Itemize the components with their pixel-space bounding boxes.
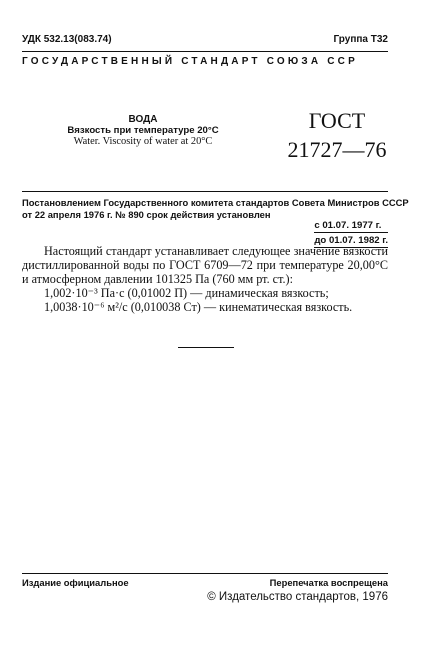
gost-designation bbox=[282, 108, 392, 164]
kinematic-viscosity: 1,0038·10⁻⁶ м²/с (0,010038 Ст) — кинематическая вязкость. bbox=[44, 300, 353, 314]
udk-code: УДК 532.13(083.74) bbox=[22, 34, 112, 45]
decree-line-2: от 22 апреля 1976 г. № 890 срок действия установлен bbox=[22, 209, 271, 220]
state-standard-banner: ГОСУДАРСТВЕННЫЙ СТАНДАРТ СОЮЗА ССР bbox=[22, 56, 358, 67]
standard-title-block bbox=[60, 114, 226, 147]
valid-until: до 01.07. 1982 г. bbox=[314, 235, 388, 246]
title-ru: ВОДА bbox=[128, 114, 158, 125]
official-edition-label: Издание официальное bbox=[22, 577, 129, 588]
bottom-divider bbox=[22, 573, 388, 574]
gost-number: 21727—76 bbox=[287, 137, 387, 162]
copyright-notice: © Издательство стандартов, 1976 bbox=[207, 591, 388, 603]
top-divider bbox=[22, 51, 388, 52]
decree-line-1: Постановлением Государственного комитета стандартов Совета Министров СССР bbox=[22, 197, 409, 208]
dynamic-viscosity: 1,002·10⁻³ Па·с (0,01002 П) — динамическая вязкость; bbox=[44, 286, 329, 300]
end-rule bbox=[178, 347, 234, 348]
body-intro: Настоящий стандарт устанавливает следующее значение вязкости дистиллированной воды по ГОСТ 6709—72 при температуре 20,00°С и атмосферном давлении 101325 Па (760 мм рт. ст.): bbox=[22, 244, 388, 286]
standard-body bbox=[22, 244, 388, 314]
group-code: Группа Т32 bbox=[333, 34, 388, 45]
middle-divider bbox=[22, 191, 388, 192]
subtitle-ru: Вязкость при температуре 20°С bbox=[67, 125, 219, 136]
gost-word: ГОСТ bbox=[308, 108, 366, 133]
valid-from: с 01.07. 1977 г. bbox=[314, 220, 388, 233]
reprint-notice: Перепечатка воспрещена bbox=[269, 577, 388, 588]
decree-text bbox=[22, 197, 409, 221]
title-en: Water. Viscosity of water at 20°C bbox=[73, 136, 213, 147]
